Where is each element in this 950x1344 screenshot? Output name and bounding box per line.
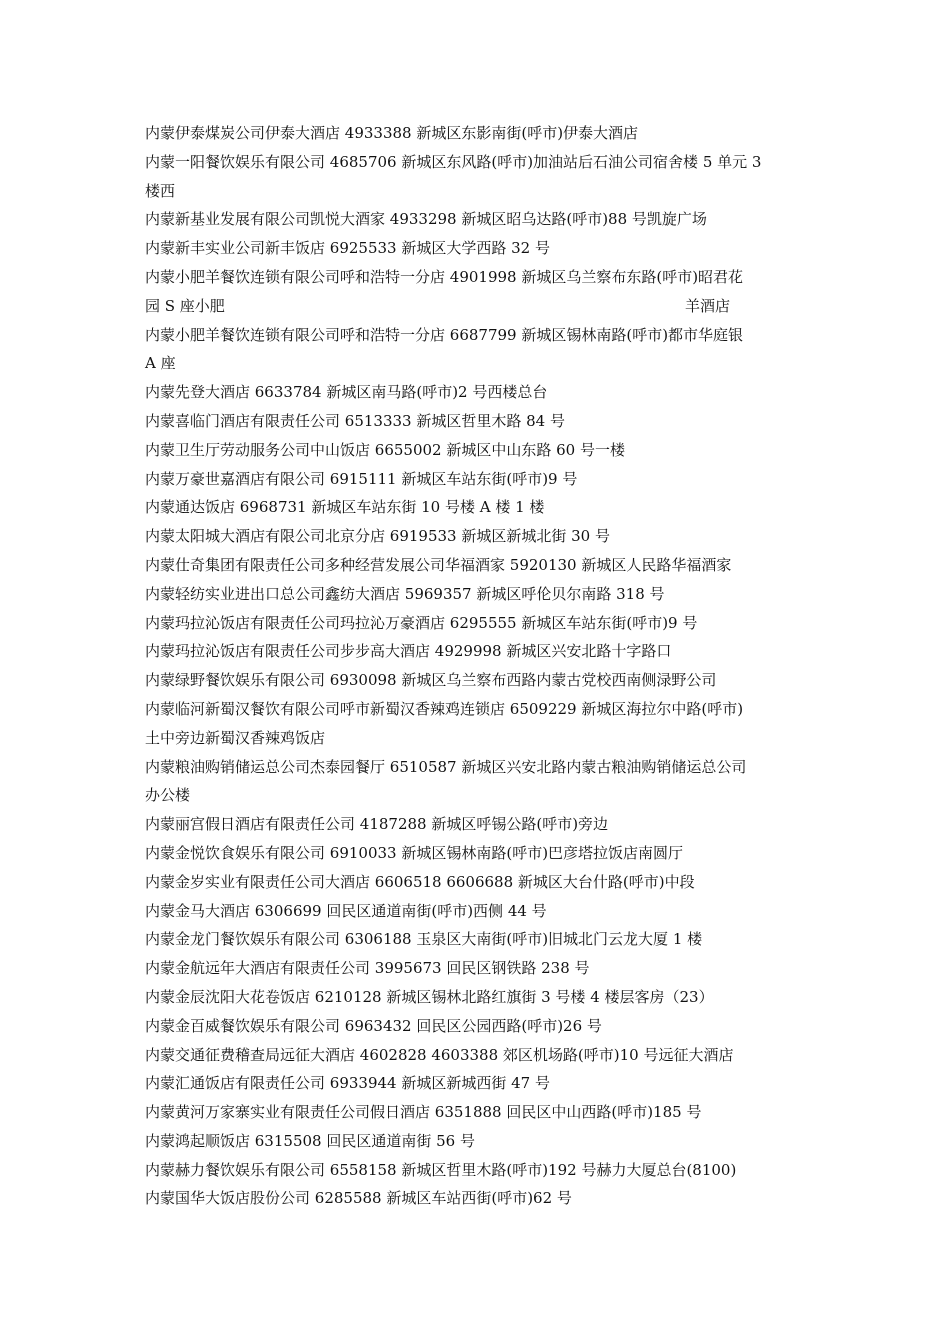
- listing-line: 土中旁边新蜀汉香辣鸡饭店: [145, 728, 326, 747]
- listing-line: 内蒙卫生厅劳动服务公司中山饭店 6655002 新城区中山东路 60 号一楼: [145, 440, 625, 459]
- listing-line: 内蒙赫力餐饮娱乐有限公司 6558158 新城区哲里木路(呼市)192 号赫力大厦总台(8100): [145, 1160, 737, 1179]
- listing-line: 内蒙玛拉沁饭店有限责任公司玛拉沁万豪酒店 6295555 新城区车站东街(呼市)9 号: [145, 613, 698, 632]
- listing-line: 内蒙金辰沈阳大花卷饭店 6210128 新城区锡林北路红旗街 3 号楼 4 楼层客房（23）: [145, 987, 714, 1006]
- listing-line: 内蒙国华大饭店股份公司 6285588 新城区车站西街(呼市)62 号: [145, 1189, 572, 1208]
- listing-line: 内蒙金航远年大酒店有限责任公司 3995673 回民区钢铁路 238 号: [145, 959, 590, 978]
- listing-line: 内蒙小肥羊餐饮连锁有限公司呼和浩特一分店 6687799 新城区锡林南路(呼市)都市华庭银: [145, 325, 744, 344]
- listing-line: 内蒙临河新蜀汉餐饮有限公司呼市新蜀汉香辣鸡连锁店 6509229 新城区海拉尔中路(呼市): [145, 699, 744, 718]
- listing-line: 内蒙通达饭店 6968731 新城区车站东街 10 号楼 A 楼 1 楼: [145, 498, 545, 517]
- listing-line-text: 园 S 座小肥: [145, 296, 225, 315]
- listing-line: 内蒙轻纺实业进出口总公司鑫纺大酒店 5969357 新城区呼伦贝尔南路 318 号: [145, 584, 665, 603]
- listing-line: 内蒙金悦饮食娱乐有限公司 6910033 新城区锡林南路(呼市)巴彦塔拉饭店南圆厅: [145, 843, 684, 862]
- floating-fragment: 羊酒店: [685, 296, 731, 315]
- listing-line: 内蒙小肥羊餐饮连锁有限公司呼和浩特一分店 4901998 新城区乌兰察布东路(呼市)昭君花: [145, 267, 744, 286]
- listing-line: 内蒙黄河万家寨实业有限责任公司假日酒店 6351888 回民区中山西路(呼市)185 号: [145, 1103, 702, 1122]
- listing-line: 内蒙太阳城大酒店有限公司北京分店 6919533 新城区新城北街 30 号: [145, 527, 610, 546]
- listing-line: 内蒙先登大酒店 6633784 新城区南马路(呼市)2 号西楼总台: [145, 383, 548, 402]
- listing-line: 内蒙绿野餐饮娱乐有限公司 6930098 新城区乌兰察布西路内蒙古党校西南侧渌野公司: [145, 671, 717, 690]
- listing-line: 内蒙喜临门酒店有限责任公司 6513333 新城区哲里木路 84 号: [145, 411, 565, 430]
- listing-line: 内蒙汇通饭店有限责任公司 6933944 新城区新城西街 47 号: [145, 1074, 550, 1093]
- listing-line: 内蒙仕奇集团有限责任公司多种经营发展公司华福酒家 5920130 新城区人民路华福酒家: [145, 555, 732, 574]
- listing-line: A 座: [145, 354, 176, 373]
- listing-line: 内蒙金马大酒店 6306699 回民区通道南街(呼市)西侧 44 号: [145, 901, 547, 920]
- listing-line: 内蒙鸿起顺饭店 6315508 回民区通道南街 56 号: [145, 1131, 475, 1150]
- listing-line: 内蒙金岁实业有限责任公司大酒店 6606518 6606688 新城区大台什路(呼市)中段: [145, 872, 695, 891]
- listing-line: 楼西: [145, 181, 176, 200]
- listing-line: 内蒙玛拉沁饭店有限责任公司步步高大酒店 4929998 新城区兴安北路十字路口: [145, 642, 672, 661]
- listing-line: 内蒙万豪世嘉酒店有限公司 6915111 新城区车站东街(呼市)9 号: [145, 469, 578, 488]
- listing-line: 内蒙一阳餐饮娱乐有限公司 4685706 新城区东风路(呼市)加油站后石油公司宿舍楼 5 单元 3: [145, 152, 762, 171]
- listing-line: 内蒙金龙门餐饮娱乐有限公司 6306188 玉泉区大南街(呼市)旧城北门云龙大厦 1 楼: [145, 930, 703, 949]
- listing-line: 内蒙伊泰煤炭公司伊泰大酒店 4933388 新城区东影南街(呼市)伊泰大酒店: [145, 124, 639, 142]
- listing-line: 内蒙丽宫假日酒店有限责任公司 4187288 新城区呼锡公路(呼市)旁边: [145, 815, 609, 834]
- listing-line: 内蒙交通征费稽查局远征大酒店 4602828 4603388 郊区机场路(呼市)10 号远征大酒店: [145, 1045, 734, 1064]
- listing-text-block: [145, 119, 813, 1213]
- listing-line-with-fragment: [145, 292, 813, 321]
- listing-line: 内蒙新基业发展有限公司凯悦大酒家 4933298 新城区昭乌达路(呼市)88 号凯旋广场: [145, 210, 707, 229]
- listing-line: 内蒙金百威餐饮娱乐有限公司 6963432 回民区公园西路(呼市)26 号: [145, 1016, 602, 1035]
- listing-line: 内蒙粮油购销储运总公司杰泰园餐厅 6510587 新城区兴安北路内蒙古粮油购销储运总公司: [145, 757, 747, 776]
- listing-line: 办公楼: [145, 786, 191, 805]
- listing-line: 内蒙新丰实业公司新丰饭店 6925533 新城区大学西路 32 号: [145, 239, 550, 258]
